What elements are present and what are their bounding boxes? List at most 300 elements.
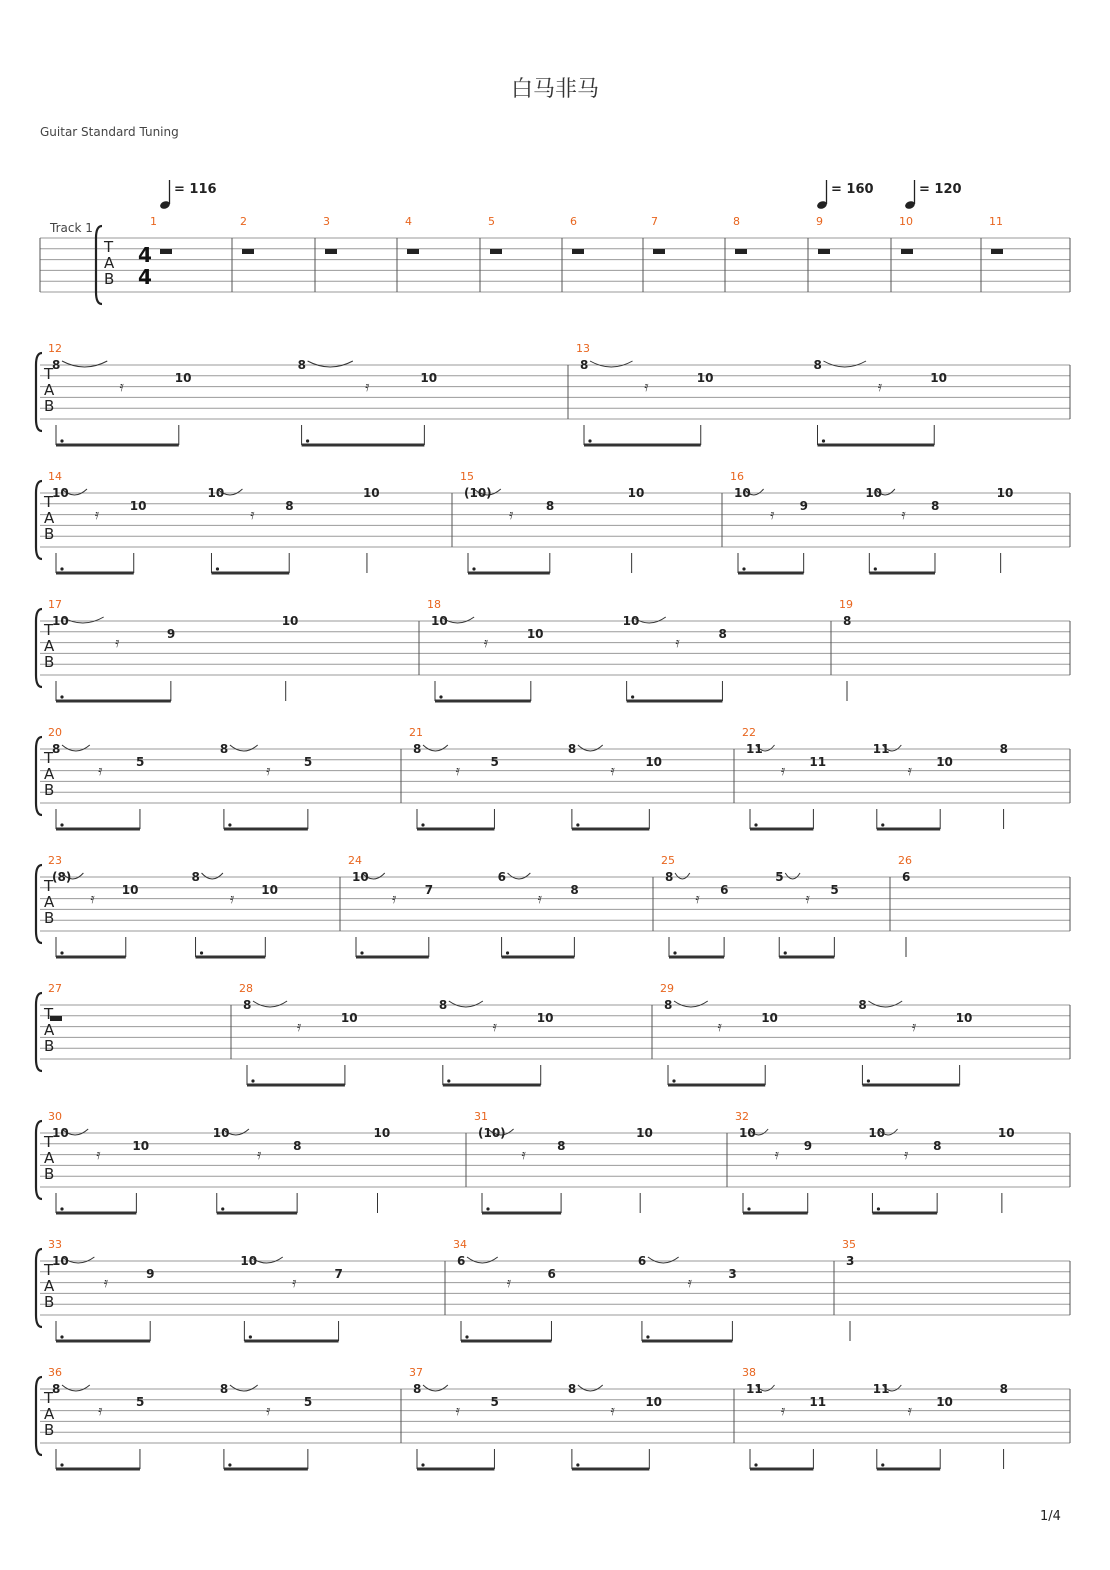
sixteenth-rest: 𝄿 — [675, 635, 680, 651]
fret-number: 10 — [739, 1126, 756, 1140]
measure-number: 31 — [474, 1110, 488, 1123]
fret-number: 10 — [362, 486, 380, 500]
tab-clef-letter: T — [44, 1261, 54, 1279]
augmentation-dot — [747, 1207, 750, 1210]
fret-number: 10 — [240, 1254, 258, 1268]
fret-number: 8 — [664, 998, 673, 1012]
augmentation-dot — [251, 1079, 254, 1082]
augmentation-dot — [360, 951, 363, 954]
fret-number: 8 — [933, 1139, 942, 1153]
sixteenth-rest: 𝄿 — [250, 507, 255, 523]
half-rest — [991, 249, 1003, 254]
augmentation-dot — [421, 1463, 424, 1466]
augmentation-dot — [60, 1463, 63, 1466]
sixteenth-rest: 𝄿 — [537, 891, 542, 907]
tie-arc — [868, 1001, 902, 1007]
augmentation-dot — [874, 567, 877, 570]
sixteenth-rest: 𝄿 — [780, 1403, 786, 1419]
fret-number: 8 — [285, 499, 294, 513]
tie-arc — [508, 873, 531, 879]
fret-number: 10 — [996, 486, 1014, 500]
measure-number: 24 — [348, 854, 362, 867]
fret-number: 8 — [438, 998, 448, 1012]
sixteenth-rest: 𝄿 — [492, 1019, 497, 1035]
fret-number: 8 — [570, 883, 579, 897]
sixteenth-rest: 𝄿 — [392, 891, 397, 907]
measure-number: 38 — [742, 1366, 756, 1379]
tie-arc — [230, 1385, 258, 1391]
fret-number: 8 — [843, 614, 852, 628]
tie-arc — [674, 1001, 708, 1007]
tie-arc — [648, 1257, 679, 1263]
sixteenth-rest: 𝄿 — [907, 1403, 912, 1419]
fret-number: 10 — [352, 870, 369, 884]
tie-arc — [308, 361, 353, 367]
fret-number: 8 — [858, 998, 867, 1012]
sixteenth-rest: 𝄿 — [901, 507, 906, 523]
augmentation-dot — [576, 1463, 579, 1466]
tab-clef-letter: B — [44, 1421, 55, 1439]
sixteenth-rest: 𝄿 — [770, 507, 775, 523]
tab-clef-letter: A — [44, 1021, 55, 1039]
fret-number: 8 — [567, 1382, 577, 1396]
fret-number: 8 — [52, 1382, 61, 1396]
measure-number: 36 — [48, 1366, 62, 1379]
sixteenth-rest: 𝄿 — [907, 763, 912, 779]
sixteenth-rest: 𝄿 — [610, 763, 615, 779]
augmentation-dot — [216, 567, 219, 570]
fret-number: 3 — [846, 1254, 855, 1268]
fret-number: 8 — [243, 998, 252, 1012]
half-rest — [242, 249, 254, 254]
tie-arc — [62, 361, 107, 367]
fret-number: 11 — [746, 742, 763, 756]
fret-number: 10 — [636, 1126, 653, 1140]
tab-clef-letter: B — [44, 1037, 55, 1055]
measure-number: 10 — [899, 215, 913, 228]
tab-clef-letter: B — [44, 909, 55, 927]
augmentation-dot — [754, 1463, 757, 1466]
fret-number: 10 — [52, 1254, 69, 1268]
tab-clef-letter: B — [104, 270, 115, 288]
half-rest — [735, 249, 747, 254]
fret-number: 10 — [52, 614, 69, 628]
augmentation-dot — [228, 1463, 231, 1466]
measure-number: 20 — [48, 726, 62, 739]
augmentation-dot — [742, 567, 745, 570]
augmentation-dot — [867, 1079, 870, 1082]
fret-number: 8 — [413, 742, 422, 756]
fret-number: 10 — [174, 371, 192, 385]
fret-number: (10) — [478, 1126, 506, 1140]
tab-clef-letter: A — [44, 1405, 55, 1423]
fret-number: 8 — [580, 358, 589, 372]
measure-number: 7 — [651, 215, 658, 228]
measure-number: 29 — [660, 982, 674, 995]
tie-arc — [62, 1385, 90, 1391]
tab-system — [36, 993, 1070, 1085]
sixteenth-rest: 𝄿 — [644, 379, 649, 395]
tie-arc — [785, 873, 800, 879]
tab-clef-letter: B — [44, 653, 55, 671]
fret-number: 8 — [557, 1139, 566, 1153]
fret-number: 10 — [761, 1011, 778, 1025]
augmentation-dot — [672, 1079, 675, 1082]
measure-number: 32 — [735, 1110, 749, 1123]
tuning-label: Guitar Standard Tuning — [40, 125, 179, 139]
fret-number: 10 — [420, 371, 438, 385]
tab-system — [40, 226, 1070, 304]
measure-number: 14 — [48, 470, 62, 483]
augmentation-dot — [200, 951, 203, 954]
fret-number: 8 — [930, 499, 940, 513]
tab-clef-letter: A — [44, 381, 55, 399]
fret-number: 9 — [166, 627, 176, 641]
half-rest — [325, 249, 337, 254]
fret-number: (10) — [464, 486, 492, 500]
tab-clef-letter: T — [44, 621, 54, 639]
tab-system — [36, 737, 1070, 829]
tie-arc — [823, 361, 866, 367]
half-rest — [407, 249, 419, 254]
sixteenth-rest: 𝄿 — [774, 1147, 779, 1163]
augmentation-dot — [881, 823, 884, 826]
tab-clef-letter: T — [104, 238, 114, 256]
augmentation-dot — [447, 1079, 450, 1082]
tempo-marking: = 116 — [174, 182, 217, 197]
sixteenth-rest: 𝄿 — [90, 891, 95, 907]
fret-number: 10 — [645, 1395, 663, 1409]
fret-number: 6 — [637, 1254, 647, 1268]
half-rest — [490, 249, 502, 254]
tie-arc — [578, 1385, 603, 1391]
fret-number: 8 — [545, 499, 555, 513]
fret-number: 10 — [696, 371, 714, 385]
measure-number: 27 — [48, 982, 62, 995]
fret-number: 10 — [121, 883, 139, 897]
measure-number: 11 — [989, 215, 1003, 228]
tie-arc — [423, 745, 448, 751]
measure-number: 9 — [816, 215, 823, 228]
tab-clef-letter: A — [44, 765, 55, 783]
sixteenth-rest: 𝄿 — [94, 507, 100, 523]
fret-number: 8 — [813, 358, 822, 372]
fret-number: 10 — [52, 486, 69, 500]
track-label: Track 1 — [50, 221, 93, 235]
sixteenth-rest: 𝄿 — [115, 635, 120, 651]
measure-number: 25 — [661, 854, 675, 867]
fret-number: 8 — [293, 1139, 302, 1153]
tab-clef-letter: T — [44, 749, 54, 767]
sixteenth-rest: 𝄿 — [292, 1275, 297, 1291]
fret-number: 6 — [547, 1267, 556, 1281]
sixteenth-rest: 𝄿 — [296, 1019, 302, 1035]
measure-number: 21 — [409, 726, 423, 739]
fret-number: 5 — [303, 1395, 313, 1409]
half-rest — [572, 249, 584, 254]
fret-number: 8 — [999, 742, 1008, 756]
sixteenth-rest: 𝄿 — [98, 763, 103, 779]
sixteenth-rest: 𝄿 — [266, 763, 271, 779]
tie-arc — [449, 1001, 483, 1007]
fret-number: 10 — [431, 614, 448, 628]
fret-number: 8 — [219, 742, 229, 756]
sixteenth-rest: 𝄿 — [98, 1403, 103, 1419]
augmentation-dot — [576, 823, 579, 826]
tab-clef-letter: A — [104, 254, 115, 272]
sixteenth-rest: 𝄿 — [509, 507, 514, 523]
tab-clef-letter: T — [44, 493, 54, 511]
sixteenth-rest: 𝄿 — [119, 379, 124, 395]
tab-system — [36, 609, 1070, 701]
fret-number: 8 — [413, 1382, 422, 1396]
sixteenth-rest: 𝄿 — [717, 1019, 722, 1035]
tie-arc — [423, 1385, 448, 1391]
augmentation-dot — [221, 1207, 224, 1210]
augmentation-dot — [60, 823, 63, 826]
tab-clef-letter: A — [44, 1149, 55, 1167]
augmentation-dot — [822, 439, 825, 442]
tab-clef-letter: B — [44, 1165, 55, 1183]
measure-number: 2 — [240, 215, 247, 228]
fret-number: 8 — [52, 742, 61, 756]
page-number: 1/4 — [1040, 1509, 1061, 1524]
tab-clef-letter: A — [44, 637, 55, 655]
augmentation-dot — [228, 823, 231, 826]
fret-number: 7 — [424, 883, 434, 897]
augmentation-dot — [673, 951, 676, 954]
time-signature-top: 4 — [138, 243, 152, 267]
time-signature-bottom: 4 — [138, 265, 152, 289]
tie-arc — [230, 745, 258, 751]
tab-system — [36, 353, 1070, 445]
fret-number: 5 — [490, 1395, 499, 1409]
tie-arc — [202, 873, 223, 879]
augmentation-dot — [486, 1207, 489, 1210]
measure-number: 28 — [239, 982, 253, 995]
sixteenth-rest: 𝄿 — [687, 1275, 692, 1291]
tab-clef-letter: B — [44, 525, 55, 543]
sixteenth-rest: 𝄿 — [904, 1147, 909, 1163]
fret-number: 11 — [809, 755, 827, 769]
fret-number: 8 — [52, 358, 61, 372]
measure-number: 26 — [898, 854, 912, 867]
sixteenth-rest: 𝄿 — [805, 891, 810, 907]
sixteenth-rest: 𝄿 — [96, 1147, 101, 1163]
augmentation-dot — [60, 951, 63, 954]
fret-number: 6 — [720, 883, 729, 897]
tie-arc — [253, 1001, 287, 1007]
measure-number: 8 — [733, 215, 740, 228]
fret-number: 10 — [622, 614, 640, 628]
fret-number: 11 — [872, 742, 890, 756]
fret-number: 10 — [52, 1126, 69, 1140]
fret-number: 8 — [219, 1382, 229, 1396]
fret-number: 10 — [536, 1011, 554, 1025]
sixteenth-rest: 𝄿 — [780, 763, 786, 779]
measure-number: 1 — [150, 215, 157, 228]
fret-number: 5 — [830, 883, 839, 897]
tab-system — [36, 481, 1070, 573]
half-rest — [653, 249, 665, 254]
augmentation-dot — [631, 695, 634, 698]
tab-clef-letter: A — [44, 1277, 55, 1295]
tempo-marking: = 120 — [919, 182, 962, 197]
tab-clef-letter: T — [44, 1133, 54, 1151]
augmentation-dot — [421, 823, 424, 826]
fret-number: 5 — [135, 755, 145, 769]
sixteenth-rest: 𝄿 — [229, 891, 235, 907]
fret-number: 8 — [297, 358, 306, 372]
augmentation-dot — [465, 1335, 468, 1338]
measure-number: 18 — [427, 598, 441, 611]
measure-number: 37 — [409, 1366, 423, 1379]
tab-system — [36, 1121, 1070, 1213]
measure-number: 35 — [842, 1238, 856, 1251]
tab-clef-letter: A — [44, 893, 55, 911]
measure-number: 16 — [730, 470, 744, 483]
fret-number: 10 — [132, 1139, 150, 1153]
sixteenth-rest: 𝄿 — [877, 379, 882, 395]
fret-number: 10 — [734, 486, 751, 500]
fret-number: 10 — [340, 1011, 358, 1025]
tab-clef-letter: B — [44, 397, 55, 415]
fret-number: 6 — [497, 870, 506, 884]
fret-number: 5 — [135, 1395, 145, 1409]
augmentation-dot — [754, 823, 757, 826]
augmentation-dot — [60, 1207, 63, 1210]
tie-arc — [62, 745, 90, 751]
tab-clef-letter: T — [44, 1389, 54, 1407]
measure-number: 22 — [742, 726, 756, 739]
augmentation-dot — [249, 1335, 252, 1338]
fret-number: 10 — [936, 755, 953, 769]
augmentation-dot — [588, 439, 591, 442]
augmentation-dot — [506, 951, 509, 954]
augmentation-dot — [306, 439, 309, 442]
fret-number: 11 — [746, 1382, 763, 1396]
fret-number: 8 — [665, 870, 674, 884]
fret-number: 5 — [775, 870, 784, 884]
sixteenth-rest: 𝄿 — [506, 1275, 512, 1291]
sixteenth-rest: 𝄿 — [256, 1147, 262, 1163]
fret-number: 5 — [303, 755, 313, 769]
sixteenth-rest: 𝄿 — [521, 1147, 526, 1163]
tab-clef-letter: T — [44, 877, 54, 895]
fret-number: 10 — [261, 883, 279, 897]
tab-clef-letter: B — [44, 781, 55, 799]
sixteenth-rest: 𝄿 — [610, 1403, 615, 1419]
tab-clef-letter: A — [44, 509, 55, 527]
augmentation-dot — [60, 695, 63, 698]
fret-number: 11 — [872, 1382, 890, 1396]
measure-number: 34 — [453, 1238, 467, 1251]
fret-number: 10 — [868, 1126, 886, 1140]
tab-system — [36, 1249, 1070, 1341]
half-rest — [160, 249, 172, 254]
sixteenth-rest: 𝄿 — [266, 1403, 271, 1419]
augmentation-dot — [877, 1207, 880, 1210]
fret-number: 11 — [809, 1395, 827, 1409]
measure-number: 13 — [576, 342, 590, 355]
fret-number: 10 — [373, 1126, 391, 1140]
tie-arc — [578, 745, 603, 751]
sixteenth-rest: 𝄿 — [455, 763, 460, 779]
measure-number: 17 — [48, 598, 62, 611]
tab-clef-letter: T — [44, 1005, 54, 1023]
augmentation-dot — [60, 1335, 63, 1338]
measure-number: 4 — [405, 215, 412, 228]
measure-number: 5 — [488, 215, 495, 228]
tab-system — [36, 1377, 1070, 1469]
tab-clef-letter: B — [44, 1293, 55, 1311]
fret-number: 10 — [645, 755, 663, 769]
tie-arc — [590, 361, 633, 367]
fret-number: 10 — [930, 371, 947, 385]
augmentation-dot — [472, 567, 475, 570]
tempo-marking: = 160 — [831, 182, 874, 197]
fret-number: 10 — [997, 1126, 1015, 1140]
fret-number: 10 — [212, 1126, 230, 1140]
fret-number: 3 — [728, 1267, 737, 1281]
sixteenth-rest: 𝄿 — [455, 1403, 460, 1419]
sixteenth-rest: 𝄿 — [695, 891, 700, 907]
measure-number: 33 — [48, 1238, 62, 1251]
fret-number: 8 — [999, 1382, 1008, 1396]
fret-number: 5 — [490, 755, 499, 769]
sixteenth-rest: 𝄿 — [483, 635, 488, 651]
fret-number: 10 — [627, 486, 645, 500]
measure-number: 6 — [570, 215, 577, 228]
measure-number: 15 — [460, 470, 474, 483]
fret-number: 7 — [334, 1267, 343, 1281]
sixteenth-rest: 𝄿 — [103, 1275, 109, 1291]
fret-number: 8 — [718, 627, 727, 641]
augmentation-dot — [60, 567, 63, 570]
fret-number: 9 — [803, 1139, 813, 1153]
fret-number: (8) — [52, 870, 72, 884]
fret-number: 6 — [457, 1254, 466, 1268]
measure-number: 3 — [323, 215, 330, 228]
fret-number: 10 — [207, 486, 225, 500]
measure-number: 23 — [48, 854, 62, 867]
augmentation-dot — [881, 1463, 884, 1466]
sixteenth-rest: 𝄿 — [911, 1019, 917, 1035]
measure-number: 12 — [48, 342, 62, 355]
fret-number: 10 — [129, 499, 147, 513]
fret-number: 9 — [146, 1267, 155, 1281]
tab-clef-letter: T — [44, 365, 54, 383]
fret-number: 10 — [281, 614, 299, 628]
half-rest — [818, 249, 830, 254]
augmentation-dot — [784, 951, 787, 954]
fret-number: 8 — [567, 742, 577, 756]
augmentation-dot — [439, 695, 442, 698]
fret-number: 10 — [936, 1395, 953, 1409]
tie-arc — [467, 1257, 498, 1263]
fret-number: 10 — [955, 1011, 973, 1025]
augmentation-dot — [646, 1335, 649, 1338]
augmentation-dot — [60, 439, 63, 442]
tie-arc — [675, 873, 690, 879]
fret-number: 6 — [902, 870, 911, 884]
fret-number: 8 — [191, 870, 200, 884]
fret-number: 9 — [799, 499, 809, 513]
fret-number: 10 — [865, 486, 883, 500]
sixteenth-rest: 𝄿 — [365, 379, 370, 395]
half-rest — [901, 249, 913, 254]
measure-number: 19 — [839, 598, 853, 611]
